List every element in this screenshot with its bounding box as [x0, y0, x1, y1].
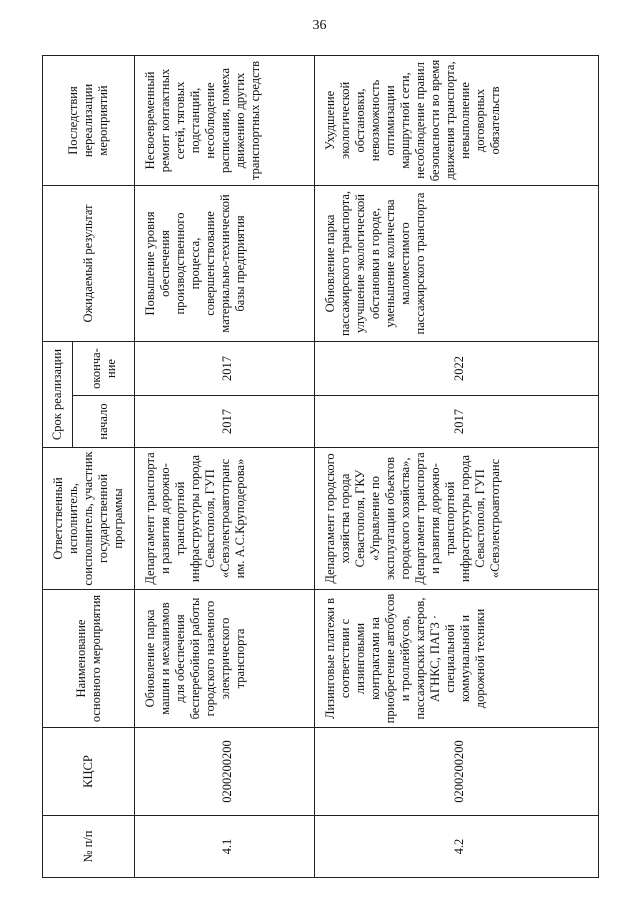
header-term: Срок реализации — [43, 341, 73, 447]
row-result: Обновление парка пассажирского транспорта, улучшение экологической обстановки в городе, уменьшение количества маломестимого пассажирского транспорта — [315, 185, 599, 341]
row-name: Лизинговые платежи в соответствии с лизинговыми контрактами на приобретение автобусов и троллейбусов, пассажирских катеров, АГНКС, ПАГЗ · специальной коммунальной и дорожной техники — [315, 590, 599, 728]
header-consequences: Последствия нереализации мероприятий — [43, 55, 135, 185]
header-name: Наименование основного мероприятия — [43, 590, 135, 728]
row-num: 4.1 — [135, 816, 315, 878]
row-start: 2017 — [315, 396, 599, 448]
row-end: 2017 — [135, 341, 315, 395]
row-kcsr: 0200200200 — [315, 728, 599, 816]
row-start: 2017 — [135, 396, 315, 448]
page-number: 36 — [312, 18, 327, 33]
table-row — [135, 55, 315, 877]
row-responsible: Департамент городского хозяйства города Севастополя, ГКУ «Управление по эксплуатации объектов городского хозяйства», Департамент транспорта и развития дорожно-транспортной инфраструктуры города Севастополя, ГУП «Севэлектроавтотранс — [315, 448, 599, 590]
rotated-table-wrapper — [42, 56, 598, 878]
table-row — [315, 55, 599, 877]
row-num: 4.2 — [315, 816, 599, 878]
row-kcsr: 0200200200 — [135, 728, 315, 816]
row-consequences: Несвоевременный ремонт контактных сетей, тяговых подстанций, несоблюдение расписания, помеха движению других транспортных средств — [135, 55, 315, 185]
row-result: Повышение уровня обеспечения производственного процесса, совершенствование материально-технической базы предприятия — [135, 185, 315, 341]
header-num: № п/п — [43, 816, 135, 878]
row-name: Обновление парка машин и механизмов для обеспечения бесперебойной работы городского наземного электрического транспорта — [135, 590, 315, 728]
row-consequences: Ухудшение экологической обстановки, невозможность оптимизации маршрутной сети, несоблюдение правил безопасности во время движения транспорта, невыполнение договорных обязательств — [315, 55, 599, 185]
program-measures-table — [42, 55, 599, 878]
header-kcsr: КЦСР — [43, 728, 135, 816]
header-result: Ожидаемый результат — [43, 185, 135, 341]
header-start: начало — [73, 396, 135, 448]
row-responsible: Департамент транспорта и развития дорожно-транспортной инфраструктуры города Севастополя, ГУП «Севэлектроавтотранс им. А.С.Круподерова» — [135, 448, 315, 590]
row-end: 2022 — [315, 341, 599, 395]
header-responsible: Ответственный исполнитель, соисполнитель, участник государственной программы — [43, 448, 135, 590]
header-end: оконча-ние — [73, 341, 135, 395]
